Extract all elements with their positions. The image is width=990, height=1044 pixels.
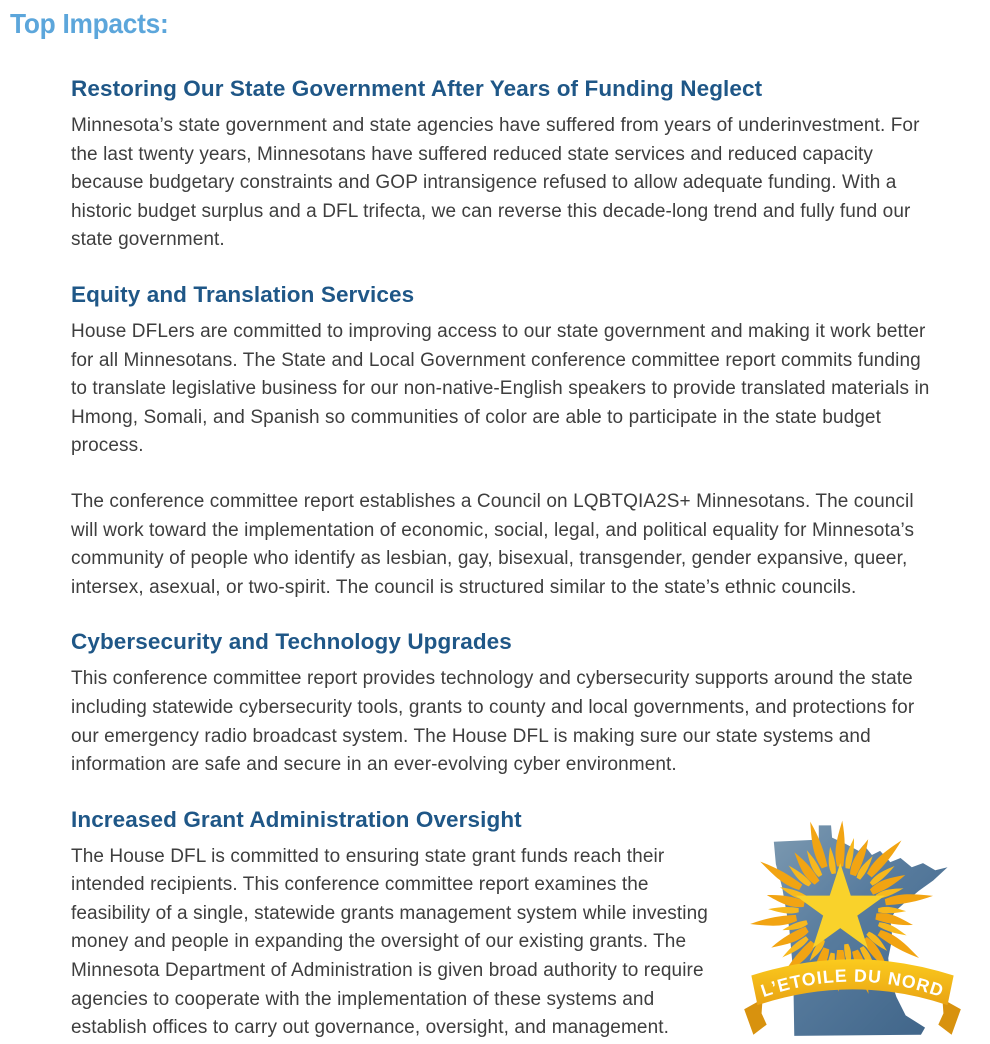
minnesota-emblem — [735, 809, 970, 1044]
banner-tail-left — [744, 999, 766, 1035]
section-grant-oversight — [71, 807, 971, 1044]
section-heading-cybersecurity: Cybersecurity and Technology Upgrades — [71, 629, 512, 655]
section-heading-equity: Equity and Translation Services — [71, 281, 415, 307]
section-paragraph: The conference committee report establishes a Council on LQBTQIA2S+ Minnesotans. The council will work toward the implementation of economic, social, legal, and political equality for Minnesota’s community of people who identify as lesbian, gay, bisexual, transgender, gender expansive, queer, intersex, asexual, or two-spirit. The council is structured similar to the state’s ethnic councils. — [71, 490, 915, 598]
minnesota-emblem-graphic — [735, 809, 970, 1044]
section-heading-restoring: Restoring Our State Government After Years of Funding Neglect — [71, 76, 763, 101]
banner-text: L’ETOILE DU NORD — [758, 965, 947, 1001]
section-paragraph: Minnesota’s state government and state agencies have suffered from years of underinvestment. For the last twenty years, Minnesotans have suffered reduced state services and reduced capacity because budgetary constraints and GOP intransigence refused to allow adequate funding. With a historic budget surplus and a DFL trifecta, we can reverse this decade-long trend and fully fund our state government. — [71, 115, 920, 251]
section-paragraph: This conference committee report provides technology and cybersecurity supports around the state including statewide cybersecurity tools, grants to county and local governments, and protections for our emergency radio broadcast system. The House DFL is making sure our state systems and information are safe and secure in an ever-evolving cyber environment. — [71, 668, 915, 776]
grant-text-column — [71, 807, 723, 1043]
section-paragraph: House DFLers are committed to improving access to our state government and making it work better for all Minnesotans. The State and Local Government conference committee report commits funding to translate legislative business for our non-native-English speakers to provide translated materials in Hmong, Somali, and Spanish so communities of color are able to participate in the state budget process. — [71, 320, 930, 457]
content-area — [71, 76, 971, 1044]
section-heading-grant: Increased Grant Administration Oversight — [71, 806, 522, 832]
section-restoring-state-government — [71, 76, 971, 255]
section-cybersecurity — [71, 629, 971, 779]
section-equity-translation — [71, 282, 971, 602]
section-paragraph: The House DFL is committed to ensuring state grant funds reach their intended recipients. This conference committee report examines the feasibility of a single, statewide grants management system while investing money and people in expanding the oversight of our existing grants. The Minnesota Department of Administration is given broad authority to require agencies to cooperate with the implementation of these systems and establish offices to carry out governance, oversight, and management. — [71, 845, 708, 1039]
banner-tail-right — [938, 999, 960, 1035]
page-title: Top Impacts: — [10, 8, 169, 39]
